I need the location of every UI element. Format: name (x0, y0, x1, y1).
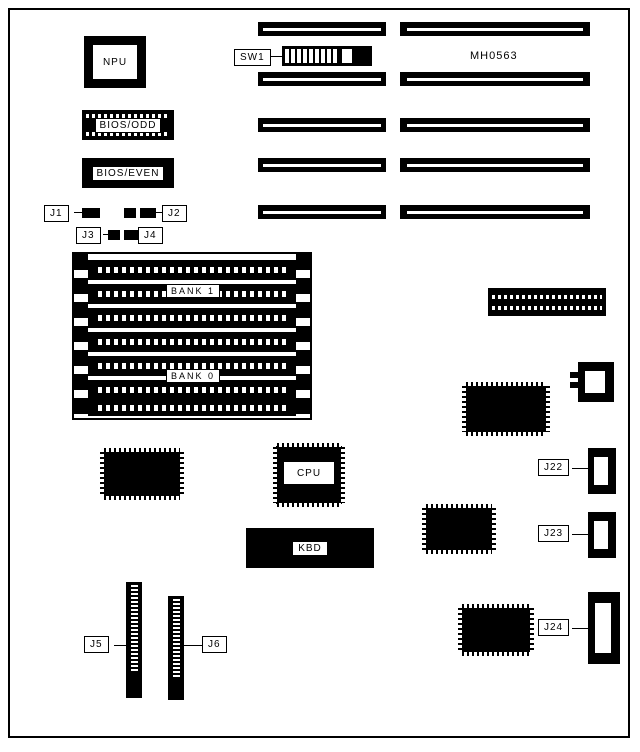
connector-tab (570, 372, 580, 378)
pin-row (173, 655, 180, 657)
pin-header-j5[interactable] (126, 582, 142, 698)
dip-switch-lever (342, 49, 352, 63)
pin-row (173, 619, 180, 621)
bios-odd-label: BIOS/ODD (95, 118, 162, 133)
connector-cavity (594, 457, 608, 485)
pin-row (131, 621, 138, 623)
chip-pins-bottom (104, 496, 180, 500)
simm-clips-left (74, 254, 88, 418)
cpu-label-wrap (283, 461, 335, 485)
board-model-text: MH0563 (470, 50, 518, 62)
pin-row (173, 643, 180, 645)
pin-row (173, 651, 180, 653)
expansion-slot-6 (400, 118, 590, 132)
dip-switch-position (321, 49, 325, 63)
slot-contact-strip (407, 164, 584, 167)
pin-row (173, 611, 180, 613)
pin-row (131, 649, 138, 651)
port-j24[interactable] (588, 592, 620, 664)
dip-switch-position (297, 49, 301, 63)
bios-even-label-wrap (83, 159, 173, 187)
slot-contact-strip (263, 164, 381, 167)
callout-j24: J24 (538, 619, 569, 636)
jumper-j2-pins[interactable] (108, 230, 120, 240)
keyboard-controller (246, 528, 374, 568)
pin-header-upper-right[interactable] (488, 288, 606, 316)
dip-switch-position (291, 49, 295, 63)
leader-line-j5 (114, 645, 128, 646)
chip-pins-top (104, 448, 180, 452)
pin-row (131, 585, 138, 587)
pin-row (131, 597, 138, 599)
connector-cavity (595, 603, 611, 653)
simm-socket-5[interactable] (80, 308, 308, 328)
pin-header-j6[interactable] (168, 596, 184, 700)
chipset-ic-left (104, 452, 180, 496)
expansion-slot-7 (258, 158, 386, 172)
simm-contacts (98, 405, 290, 411)
dip-switch-position (309, 49, 313, 63)
dip-switch-position (327, 49, 331, 63)
expansion-slot-5 (258, 118, 386, 132)
kbd-label-wrap (247, 529, 373, 567)
pin-row (173, 639, 180, 641)
callout-j3: J2 (162, 205, 187, 222)
callout-j1: J1 (44, 205, 69, 222)
pin-row (173, 599, 180, 601)
pin-row (173, 627, 180, 629)
port-j22[interactable] (588, 448, 616, 494)
chip-pins-bottom (466, 432, 546, 436)
simm-contacts (98, 339, 290, 345)
dip-switch-positions (285, 49, 352, 63)
cpu-socket (276, 446, 342, 504)
slot-contact-strip (407, 124, 584, 127)
pin-row (173, 663, 180, 665)
chip-pins-top (466, 382, 546, 386)
simm-socket-7[interactable] (80, 260, 308, 280)
chip-pins-bottom (426, 550, 492, 554)
slot-contact-strip (263, 78, 381, 81)
callout-j2: J3 (76, 227, 101, 244)
pin-row (173, 615, 180, 617)
chip-pins-bottom (462, 652, 530, 656)
pin-row (492, 295, 602, 299)
simm-clips-right (296, 254, 310, 418)
chipset-ic-right-middle (426, 508, 492, 550)
pin-row (131, 601, 138, 603)
callout-j22: J22 (538, 459, 569, 476)
pin-row (131, 653, 138, 655)
bios-odd-label-wrap (83, 111, 173, 139)
leader-line-j6 (184, 645, 202, 646)
leader-line-j1 (74, 212, 84, 213)
pin-row (131, 625, 138, 627)
bank1-label: BANK 1 (166, 284, 220, 298)
expansion-slot-4 (400, 72, 590, 86)
simm-contacts (98, 315, 290, 321)
chip-pins-top (426, 504, 492, 508)
slot-contact-strip (263, 28, 381, 31)
connector-cavity (594, 521, 608, 549)
expansion-slot-1 (258, 22, 386, 36)
simm-contacts (98, 267, 290, 273)
slot-contact-strip (407, 78, 584, 81)
chip-pins-left (273, 447, 277, 503)
chip-pins-left (100, 452, 104, 496)
expansion-slot-9 (258, 205, 386, 219)
pin-row (131, 633, 138, 635)
simm-socket-2[interactable] (80, 380, 308, 400)
simm-socket-4[interactable] (80, 332, 308, 352)
dip-switch-position (303, 49, 307, 63)
keyboard-din-connector[interactable] (578, 362, 614, 402)
simm-contacts (98, 387, 290, 393)
pin-row (131, 617, 138, 619)
jumper-j1-pins[interactable] (82, 208, 100, 218)
expansion-slot-8 (400, 158, 590, 172)
cpu-label: CPU (296, 467, 322, 479)
kbd-label: KBD (292, 541, 328, 556)
simm-socket-1[interactable] (80, 400, 308, 416)
pin-row (131, 645, 138, 647)
pin-row (131, 609, 138, 611)
npu-socket-cavity (92, 44, 138, 80)
chip-pins-top (277, 443, 341, 447)
chip-pins-left (422, 508, 426, 550)
leader-line-j2 (103, 234, 109, 235)
chip-pins-right (180, 452, 184, 496)
expansion-slot-2 (400, 22, 590, 36)
pin-row (173, 675, 180, 677)
chip-pins-left (462, 386, 466, 432)
leader-line-j23 (572, 534, 590, 535)
pin-row (131, 641, 138, 643)
port-j23[interactable] (588, 512, 616, 558)
callout-j6: J6 (202, 636, 227, 653)
chip-pins-top (462, 604, 530, 608)
pin-row (173, 647, 180, 649)
expansion-slot-10 (400, 205, 590, 219)
pin-row (131, 589, 138, 591)
pin-row (131, 637, 138, 639)
pin-row (131, 629, 138, 631)
jumper-j3-pin-a[interactable] (124, 208, 136, 218)
npu-label: NPU (102, 56, 128, 68)
expansion-slot-3 (258, 72, 386, 86)
pin-row (173, 631, 180, 633)
pin-row (173, 659, 180, 661)
callout-sw1: SW1 (234, 49, 271, 66)
bios-odd-chip (82, 110, 174, 140)
chip-pins-right (530, 608, 534, 652)
chip-pins-bottom (277, 503, 341, 507)
chip-pins-left (458, 608, 462, 652)
pin-row (131, 613, 138, 615)
jumper-j4-pins[interactable] (124, 230, 138, 240)
bank0-label: BANK 0 (166, 369, 220, 383)
bios-even-chip (82, 158, 174, 188)
chip-pins-right (546, 386, 550, 432)
dip-switch-sw1[interactable] (282, 46, 372, 66)
callout-j23: J23 (538, 525, 569, 542)
bios-even-label: BIOS/EVEN (92, 166, 165, 181)
pin-row (173, 635, 180, 637)
dip-switch-position (285, 49, 289, 63)
chipset-ic-right-top (466, 386, 546, 432)
pin-row (131, 665, 138, 667)
callout-j5: J5 (84, 636, 109, 653)
slot-contact-strip (407, 28, 584, 31)
npu-socket (84, 36, 146, 88)
dip-switch-position (333, 49, 337, 63)
leader-line-j22 (572, 468, 590, 469)
pin-row (131, 661, 138, 663)
slot-contact-strip (407, 211, 584, 214)
dip-switch-position (315, 49, 319, 63)
chip-pins-right (341, 447, 345, 503)
chip-pins-right (492, 508, 496, 550)
leader-line-j3 (154, 212, 162, 213)
chipset-ic-right-bottom (462, 608, 530, 652)
jumper-j3-pin-b[interactable] (140, 208, 156, 218)
connector-cavity (585, 371, 605, 393)
slot-contact-strip (263, 124, 381, 127)
pin-row (173, 623, 180, 625)
connector-tab (570, 382, 580, 388)
pin-row (173, 603, 180, 605)
leader-line-j24 (572, 628, 590, 629)
slot-contact-strip (263, 211, 381, 214)
memory-bank-area (72, 252, 312, 420)
pin-row (131, 657, 138, 659)
pin-row (131, 593, 138, 595)
pin-row (492, 306, 602, 310)
pin-row (173, 607, 180, 609)
pin-row (131, 605, 138, 607)
pin-row (173, 667, 180, 669)
pin-row (131, 669, 138, 671)
pin-row (173, 671, 180, 673)
callout-j4: J4 (138, 227, 163, 244)
